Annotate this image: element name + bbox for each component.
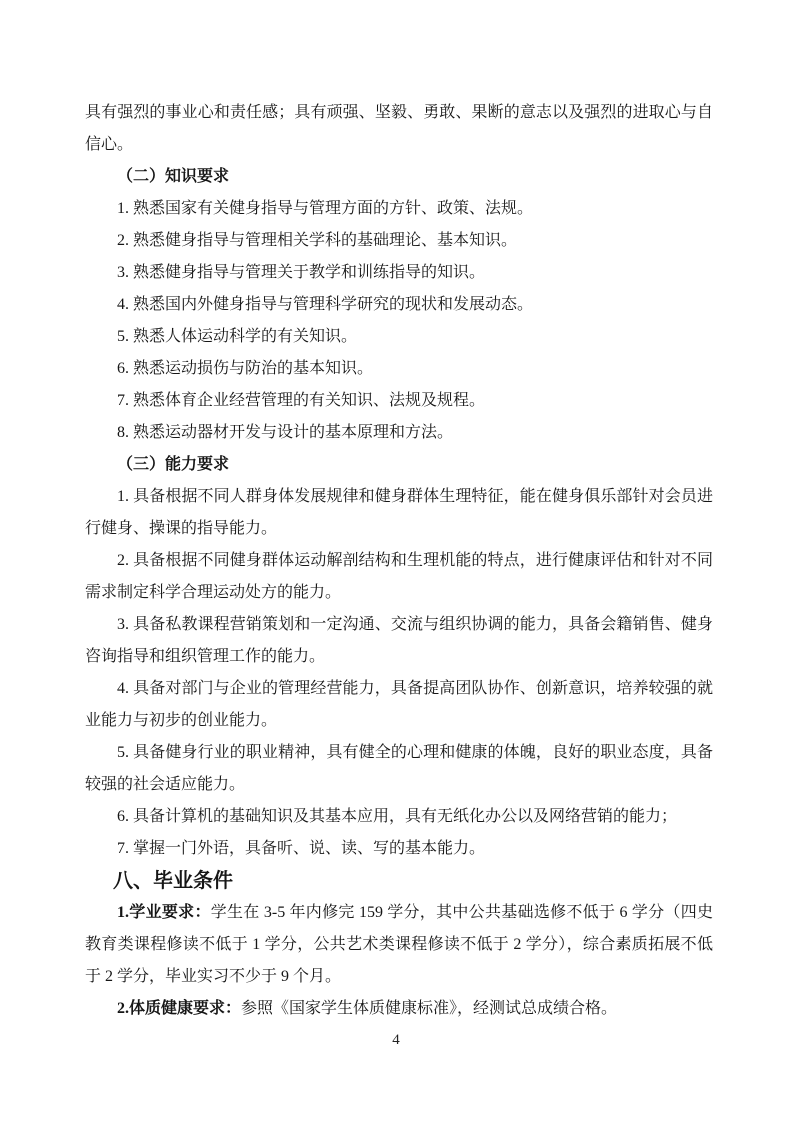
- ability-item: 2. 具备根据不同健身群体运动解剖结构和生理机能的特点，进行健康评估和针对不同需求制定科学合理运动处方的能力。: [85, 552, 713, 601]
- ability-item: 3. 具备私教课程营销策划和一定沟通、交流与组织协调的能力，具备会籍销售、健身咨询指导和组织管理工作的能力。: [85, 616, 713, 665]
- paragraph-continuation: 具有强烈的事业心和责任感；具有顽强、坚毅、勇敢、果断的意志以及强烈的进取心与自信心。: [85, 104, 713, 153]
- ability-item: 6. 具备计算机的基础知识及其基本应用，具有无纸化办公以及网络营销的能力；: [117, 808, 678, 825]
- section-heading-knowledge: （二）知识要求: [117, 168, 230, 185]
- graduation-item-label: 1.学业要求：: [117, 904, 211, 921]
- knowledge-item: 8. 熟悉运动器材开发与设计的基本原理和方法。: [117, 424, 454, 441]
- chapter-heading-graduation: 八、毕业条件: [113, 870, 233, 892]
- knowledge-item: 6. 熟悉运动损伤与防治的基本知识。: [117, 360, 374, 377]
- page-number: 4: [392, 1032, 400, 1048]
- ability-item: 5. 具备健身行业的职业精神，具有健全的心理和健康的体魄，良好的职业态度，具备较强的社会适应能力。: [85, 744, 713, 793]
- graduation-item-text: 参照《国家学生体质健康标准》，经测试总成绩合格。: [241, 1000, 618, 1017]
- ability-item: 4. 具备对部门与企业的管理经营能力，具备提高团队协作、创新意识，培养较强的就业能力与初步的创业能力。: [85, 680, 713, 729]
- graduation-item-text: 学生在 3-5 年内修完 159 学分，其中公共基础选修不低于 6 学分（四史教育类课程修读不低于 1 学分，公共艺术类课程修读不低于 2 学分），综合素质拓展不低于 2 学分，毕业实习不少于 9 个月。: [85, 904, 713, 985]
- ability-item: 1. 具备根据不同人群身体发展规律和健身群体生理特征，能在健身俱乐部针对会员进行健身、操课的指导能力。: [85, 488, 713, 537]
- graduation-item-label: 2.体质健康要求：: [117, 1000, 242, 1017]
- document-body: [85, 97, 713, 1025]
- knowledge-item: 5. 熟悉人体运动科学的有关知识。: [117, 328, 358, 345]
- ability-item: 7. 掌握一门外语，具备听、说、读、写的基本能力。: [117, 840, 486, 857]
- knowledge-item: 3. 熟悉健身指导与管理关于教学和训练指导的知识。: [117, 264, 486, 281]
- graduation-item: [85, 993, 713, 1025]
- knowledge-item: 1. 熟悉国家有关健身指导与管理方面的方针、政策、法规。: [117, 200, 534, 217]
- section-heading-ability: （三）能力要求: [117, 456, 230, 473]
- knowledge-item: 2. 熟悉健身指导与管理相关学科的基础理论、基本知识。: [117, 232, 518, 249]
- graduation-item: [85, 897, 713, 993]
- knowledge-item: 4. 熟悉国内外健身指导与管理科学研究的现状和发展动态。: [117, 296, 534, 313]
- knowledge-item: 7. 熟悉体育企业经营管理的有关知识、法规及规程。: [117, 392, 486, 409]
